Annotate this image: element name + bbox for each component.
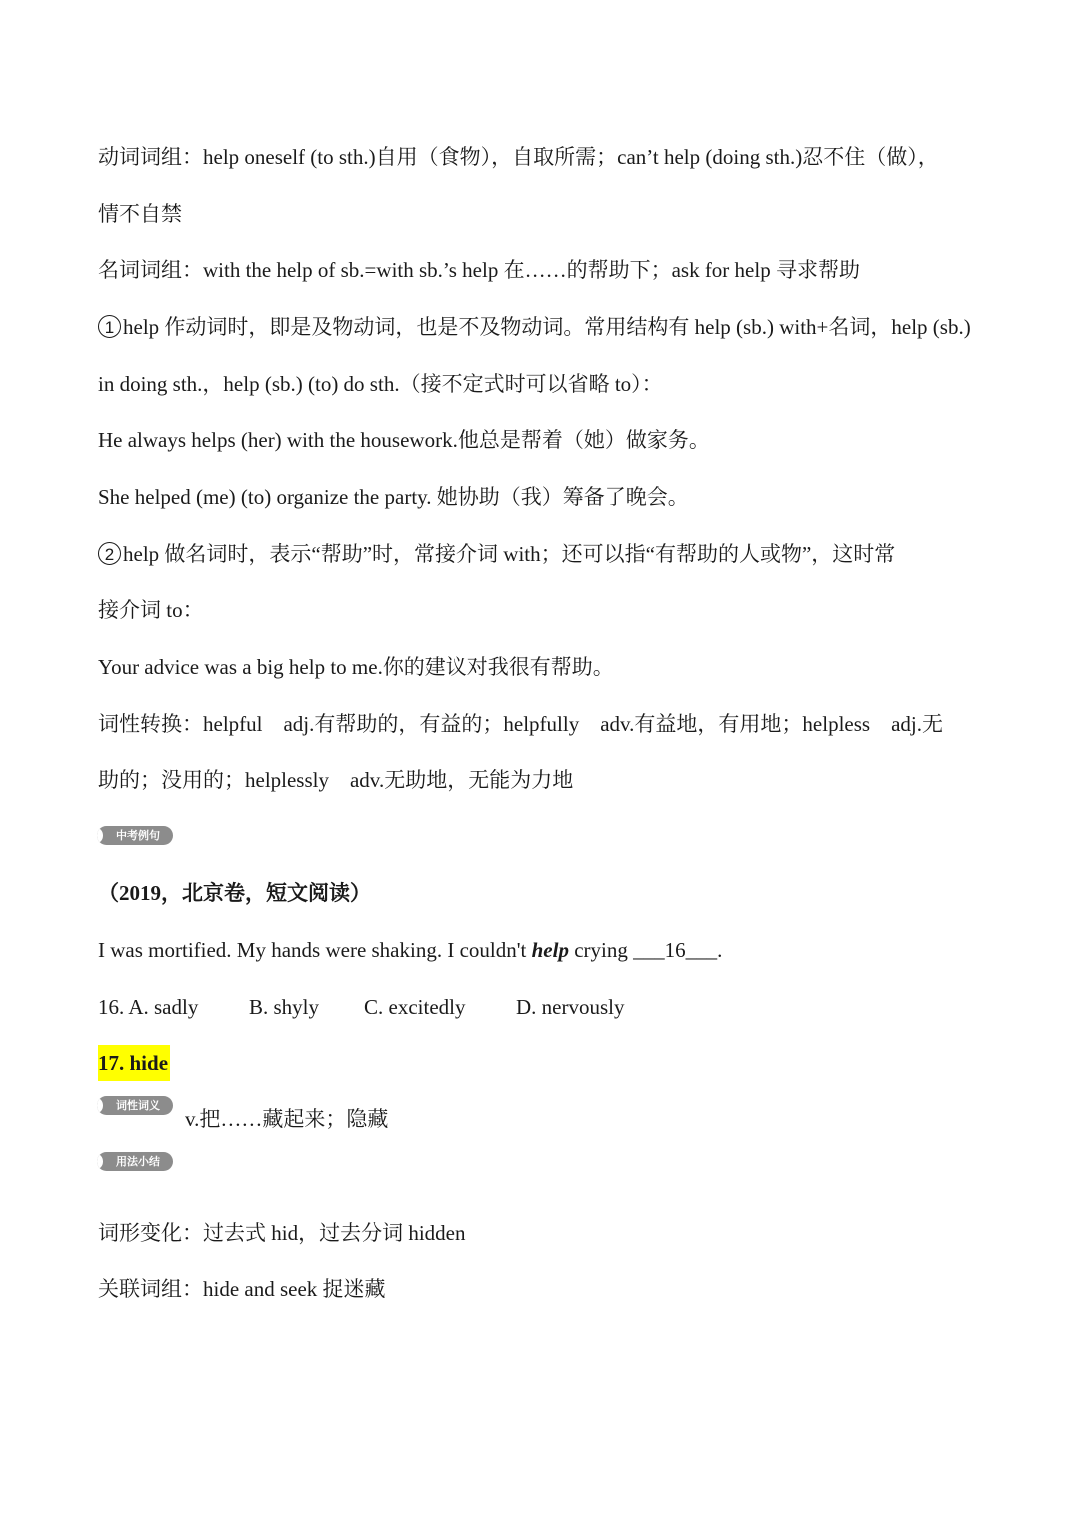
usage-point-2-line-2: 接介词 to： bbox=[98, 598, 204, 622]
exam-sentence-start: I was mortified. My hands were shaking. I couldn't bbox=[98, 938, 532, 962]
usage-point-1-line-1 bbox=[98, 312, 971, 342]
pos-change-line-2: 助的；没用的；helplessly adv.无助地，无能为力地 bbox=[98, 768, 574, 792]
hide-meaning: v.把……藏起来；隐藏 bbox=[185, 1107, 389, 1131]
meaning-tag bbox=[97, 1096, 173, 1115]
exam-example-tag-label: 中考例句 bbox=[116, 829, 160, 842]
verb-phrases-line-1: 动词词组：help oneself (to sth.)自用（食物），自取所需；can’t help (doing sth.)忍不住（做）， bbox=[98, 145, 939, 169]
option-c: C. excitedly bbox=[364, 995, 466, 1019]
circled-number-2: 2 bbox=[98, 542, 121, 565]
exam-sentence-end: crying ___16___. bbox=[568, 938, 723, 962]
usage-summary-tag-label: 用法小结 bbox=[116, 1155, 160, 1168]
word-heading-hide bbox=[98, 1048, 170, 1078]
usage-point-1-line-2: in doing sth.，help (sb.) (to) do sth.（接不定式时可以省略 to）： bbox=[98, 372, 663, 396]
usage-summary-tag bbox=[97, 1152, 173, 1171]
exam-sentence-keyword: help bbox=[531, 938, 569, 962]
circled-number-1: 1 bbox=[98, 315, 121, 338]
word-heading-hide-text: 17. hide bbox=[98, 1045, 170, 1081]
answer-options bbox=[98, 992, 625, 1022]
usage-point-2-text: help 做名词时，表示“帮助”时，常接介词 with；还可以指“有帮助的人或物”，这时常 bbox=[123, 542, 896, 566]
exam-sentence bbox=[98, 935, 722, 965]
exam-example-tag bbox=[97, 826, 173, 845]
usage-point-1-text: help 作动词时，即是及物动词，也是不及物动词。常用结构有 help (sb.) with+名词，help (sb.) bbox=[123, 315, 971, 339]
option-d: D. nervously bbox=[516, 995, 625, 1019]
meaning-tag-label: 词性词义 bbox=[116, 1099, 160, 1112]
pos-change-line-1: 词性转换：helpful adj.有帮助的，有益的；helpfully adv.有益地，有用地；helpless adj.无 bbox=[98, 712, 943, 736]
word-forms: 词形变化：过去式 hid，过去分词 hidden bbox=[98, 1221, 466, 1245]
example-sentence-1: He always helps (her) with the housework.他总是帮着（她）做家务。 bbox=[98, 428, 710, 452]
usage-point-2-line-1 bbox=[98, 539, 895, 569]
option-b: B. shyly bbox=[249, 995, 320, 1019]
noun-phrases-line: 名词词组：with the help of sb.=with sb.’s help 在……的帮助下；ask for help 寻求帮助 bbox=[98, 258, 860, 282]
exam-source: （2019，北京卷，短文阅读） bbox=[98, 881, 371, 905]
verb-phrases-line-2: 情不自禁 bbox=[98, 202, 182, 226]
example-sentence-3: Your advice was a big help to me.你的建议对我很有帮助。 bbox=[98, 655, 614, 679]
example-sentence-2: She helped (me) (to) organize the party. 她协助（我）筹备了晚会。 bbox=[98, 485, 689, 509]
option-a: 16. A. sadly bbox=[98, 995, 199, 1019]
related-phrases: 关联词组：hide and seek 捉迷藏 bbox=[98, 1277, 386, 1301]
